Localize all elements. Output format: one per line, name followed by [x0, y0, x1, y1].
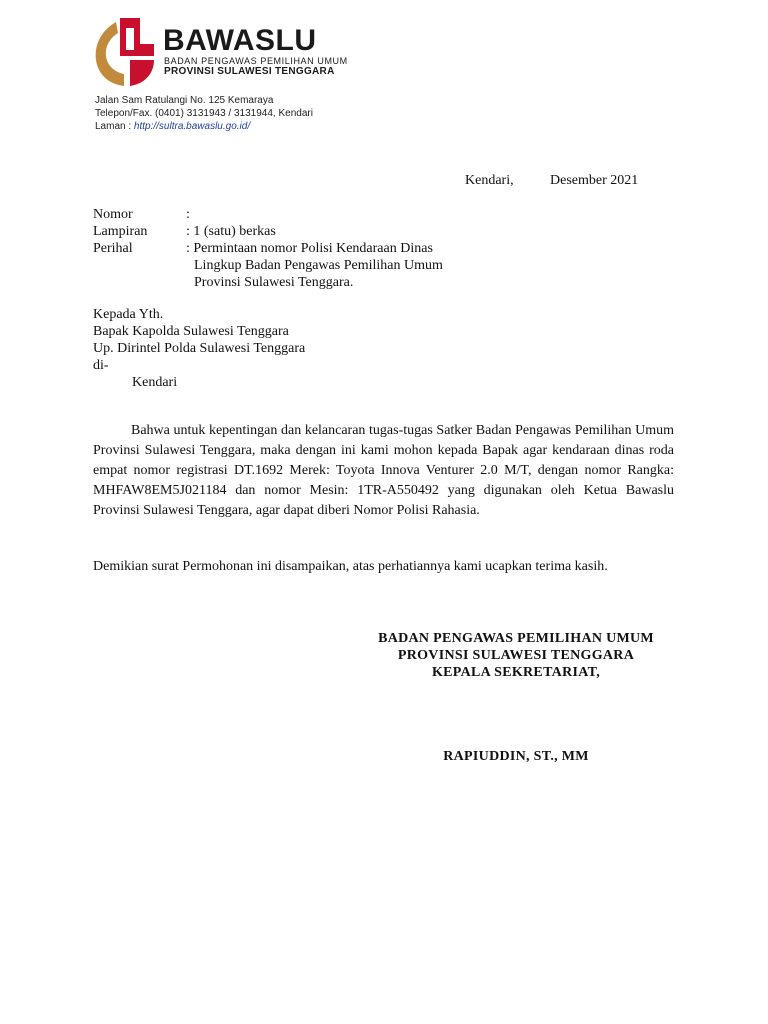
website-label: Laman :: [95, 121, 134, 132]
recipient-attention: Up. Dirintel Polda Sulawesi Tenggara: [93, 341, 306, 356]
body-paragraph-1: [93, 421, 674, 521]
perihal-line-2: Lingkup Badan Pengawas Pemilihan Umum: [194, 258, 443, 273]
nomor-label: Nomor: [93, 207, 133, 222]
website-link[interactable]: http://sultra.bawaslu.go.id/: [133, 121, 251, 132]
letter-date: Desember 2021: [550, 173, 639, 188]
org-website: [95, 121, 250, 133]
bawaslu-logo-icon: [94, 16, 156, 88]
lampiran-value: : 1 (satu) berkas: [186, 224, 276, 239]
signature-org-line-1: BADAN PENGAWAS PEMILIHAN UMUM: [378, 631, 654, 646]
lampiran-label: Lampiran: [93, 224, 148, 239]
signature-name: RAPIUDDIN, ST., MM: [443, 749, 589, 764]
org-phone: Telepon/Fax. (0401) 3131943 / 3131944, Kendari: [95, 108, 313, 119]
recipient-greeting: Kepada Yth.: [93, 307, 164, 322]
org-address: Jalan Sam Ratulangi No. 125 Kemaraya: [95, 95, 274, 106]
signature-position: KEPALA SEKRETARIAT,: [431, 665, 601, 680]
body-paragraph-1-text: Bahwa untuk kepentingan dan kelancaran tugas-tugas Satker Badan Pengawas Pemilihan Umum Provinsi Sulawesi Tenggara, maka dengan ini kami mohon kepada Bapak agar kendaraan dinas roda empat nomor registrasi DT.1692 Merek: Toyota Innova Venturer 2.0 M/T, dengan nomor Rangka: MHFAW8EM5J021184 dan nomor Mesin: 1TR-A550492 yang digunakan oleh Ketua Bawaslu Provinsi Sulawesi Tenggara, agar dapat diberi Nomor Polisi Rahasia.: [93, 423, 674, 518]
signature-org-line-2: PROVINSI SULAWESI TENGGARA: [397, 648, 635, 663]
recipient-di: di-: [93, 358, 109, 373]
org-full-name: BADAN PENGAWAS PEMILIHAN UMUM: [164, 56, 348, 66]
org-name: BAWASLU: [163, 24, 317, 57]
recipient-city: Kendari: [132, 375, 178, 390]
letter-city: Kendari,: [465, 173, 514, 188]
body-paragraph-2: Demikian surat Permohonan ini disampaikan, atas perhatiannya kami ucapkan terima kasih.: [93, 559, 608, 574]
org-province: PROVINSI SULAWESI TENGGARA: [164, 66, 335, 77]
perihal-line-3: Provinsi Sulawesi Tenggara.: [194, 275, 354, 290]
recipient-name: Bapak Kapolda Sulawesi Tenggara: [93, 324, 289, 339]
nomor-value: :: [186, 207, 190, 222]
perihal-line-1: : Permintaan nomor Polisi Kendaraan Dinas: [186, 241, 433, 256]
perihal-label: Perihal: [93, 241, 133, 256]
